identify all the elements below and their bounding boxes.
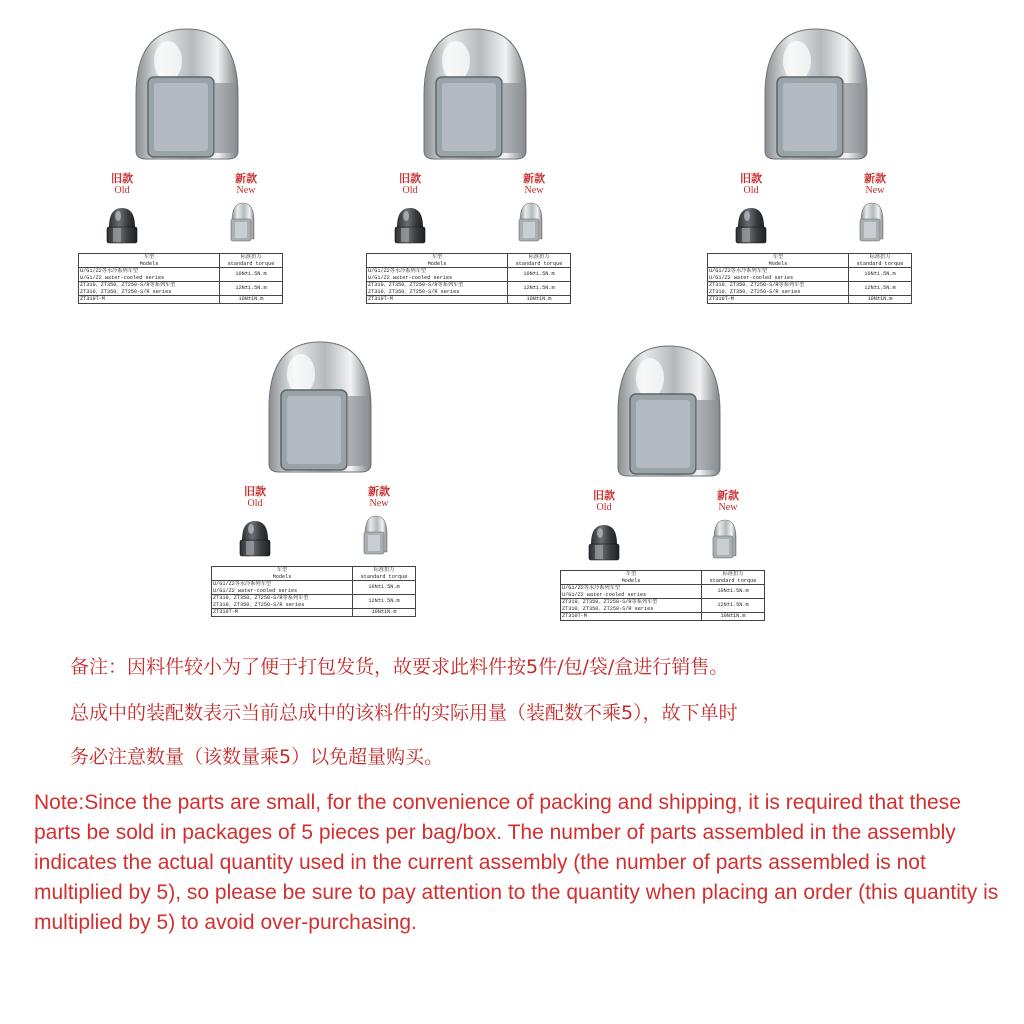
note-english: Note:Since the parts are small, for the convenience of packing and shipping, it is required that these parts be sold in packages of 5 pieces per bag/box. The number of parts assembled in the assembly indicates the actual quantity used in the current assembly (the number of parts assembled is not multiplied by 5), so please be sure to pay attention to the quantity when placing an order (this quantity is multiplied by 5) to avoid over-purchasing. (34, 791, 999, 934)
old-label-zh: 旧款 (740, 172, 762, 185)
old-label (721, 173, 781, 197)
note-chinese-line-1: 备注：因料件较小为了便于打包发货，故要求此料件按5件/包/袋/盒进行销售。 (70, 656, 729, 678)
torque-cell: 10N±1N.m (702, 613, 765, 621)
torque-cell: 10N±1N.m (220, 296, 283, 304)
torque-spec-table (560, 570, 765, 621)
product-card-3 (707, 25, 915, 302)
header-torque: 标准扭力 standard torque (702, 571, 765, 585)
torque-cell: 10N±1.5N.m (353, 581, 416, 595)
header-models: 车型 Models (79, 254, 220, 268)
model-cell: U/G1/Z2等水冷系列车型 U/G1/Z2 water-cooled series (212, 581, 353, 595)
old-label-en: Old (743, 185, 759, 196)
header-models: 车型 Models (367, 254, 508, 268)
new-label (698, 490, 758, 514)
new-label-zh: 新款 (717, 489, 739, 502)
new-label-zh: 新款 (368, 485, 390, 498)
acorn-nut-new-image (228, 201, 258, 243)
header-models: 车型 Models (708, 254, 849, 268)
model-cell: U/G1/Z2等水冷系列车型 U/G1/Z2 water-cooled series (708, 268, 849, 282)
torque-cell: 12N±1.5N.m (220, 282, 283, 296)
model-cell: U/G1/Z2等水冷系列车型 U/G1/Z2 water-cooled series (79, 268, 220, 282)
torque-cell: 12N±1.5N.m (508, 282, 571, 296)
model-cell: U/G1/Z2等水冷系列车型 U/G1/Z2 water-cooled series (561, 585, 702, 599)
new-label-zh: 新款 (235, 172, 257, 185)
header-torque: 标准扭力 standard torque (849, 254, 912, 268)
torque-cell: 10N±1.5N.m (849, 268, 912, 282)
new-label-en: New (236, 185, 256, 196)
torque-spec-table (78, 253, 283, 304)
torque-cell: 10N±1N.m (849, 296, 912, 304)
model-cell: ZT310T-M (708, 296, 849, 304)
torque-cell: 12N±1.5N.m (702, 599, 765, 613)
new-label-zh: 新款 (864, 172, 886, 185)
acorn-nut-large-image (757, 25, 875, 163)
acorn-nut-old-image (104, 205, 140, 245)
model-cell: ZT310、ZT350、ZT250-S/R等系列车型 ZT310、ZT350、ZT250-S/R series (561, 599, 702, 613)
model-cell: ZT310、ZT350、ZT250-S/R等系列车型 ZT310、ZT350、ZT250-S/R series (79, 282, 220, 296)
note-chinese-line-2: 总成中的装配数表示当前总成中的该料件的实际用量（装配数不乘5），故下单时 (70, 702, 738, 724)
torque-spec-table (211, 566, 416, 617)
torque-cell: 10N±1.5N.m (508, 268, 571, 282)
new-label-zh: 新款 (523, 172, 545, 185)
old-label (574, 490, 634, 514)
old-label-en: Old (247, 498, 263, 509)
model-cell: ZT310T-M (367, 296, 508, 304)
old-label-zh: 旧款 (593, 489, 615, 502)
acorn-nut-new-image (710, 518, 740, 560)
product-card-2 (366, 25, 574, 302)
acorn-nut-new-image (857, 201, 887, 243)
header-models: 车型 Models (561, 571, 702, 585)
torque-cell: 10N±1N.m (353, 609, 416, 617)
model-cell: ZT310、ZT350、ZT250-S/R等系列车型 ZT310、ZT350、ZT250-S/R series (212, 595, 353, 609)
product-card-4 (211, 338, 419, 615)
acorn-nut-old-image (392, 205, 428, 245)
model-cell: ZT310T-M (212, 609, 353, 617)
old-label-zh: 旧款 (399, 172, 421, 185)
torque-spec-table (366, 253, 571, 304)
torque-cell: 10N±1.5N.m (702, 585, 765, 599)
torque-spec-table (707, 253, 912, 304)
product-card-1 (78, 25, 286, 302)
old-label-en: Old (402, 185, 418, 196)
acorn-nut-large-image (610, 342, 728, 480)
model-cell: ZT310、ZT350、ZT250-S/R等系列车型 ZT310、ZT350、ZT250-S/R series (367, 282, 508, 296)
new-label-en: New (865, 185, 885, 196)
model-cell: ZT310T-M (79, 296, 220, 304)
model-cell: U/G1/Z2等水冷系列车型 U/G1/Z2 water-cooled series (367, 268, 508, 282)
old-label (380, 173, 440, 197)
header-torque: 标准扭力 standard torque (508, 254, 571, 268)
torque-cell: 10N±1.5N.m (220, 268, 283, 282)
old-label (225, 486, 285, 510)
acorn-nut-old-image (237, 518, 273, 558)
model-cell: ZT310T-M (561, 613, 702, 621)
acorn-nut-large-image (128, 25, 246, 163)
acorn-nut-old-image (586, 522, 622, 562)
new-label (845, 173, 905, 197)
product-card-5 (560, 342, 768, 619)
old-label-en: Old (114, 185, 130, 196)
torque-cell: 10N±1N.m (508, 296, 571, 304)
old-label-zh: 旧款 (111, 172, 133, 185)
torque-cell: 12N±1.5N.m (353, 595, 416, 609)
header-torque: 标准扭力 standard torque (353, 567, 416, 581)
acorn-nut-old-image (733, 205, 769, 245)
acorn-nut-new-image (361, 514, 391, 556)
new-label (216, 173, 276, 197)
new-label-en: New (524, 185, 544, 196)
header-models: 车型 Models (212, 567, 353, 581)
old-label-en: Old (596, 502, 612, 513)
new-label (504, 173, 564, 197)
new-label-en: New (369, 498, 389, 509)
new-label (349, 486, 409, 510)
note-chinese-line-3: 务必注意数量（该数量乘5）以免超量购买。 (70, 746, 444, 768)
acorn-nut-new-image (516, 201, 546, 243)
acorn-nut-large-image (416, 25, 534, 163)
new-label-en: New (718, 502, 738, 513)
acorn-nut-large-image (261, 338, 379, 476)
old-label-zh: 旧款 (244, 485, 266, 498)
model-cell: ZT310、ZT350、ZT250-S/R等系列车型 ZT310、ZT350、ZT250-S/R series (708, 282, 849, 296)
header-torque: 标准扭力 standard torque (220, 254, 283, 268)
old-label (92, 173, 152, 197)
torque-cell: 12N±1.5N.m (849, 282, 912, 296)
